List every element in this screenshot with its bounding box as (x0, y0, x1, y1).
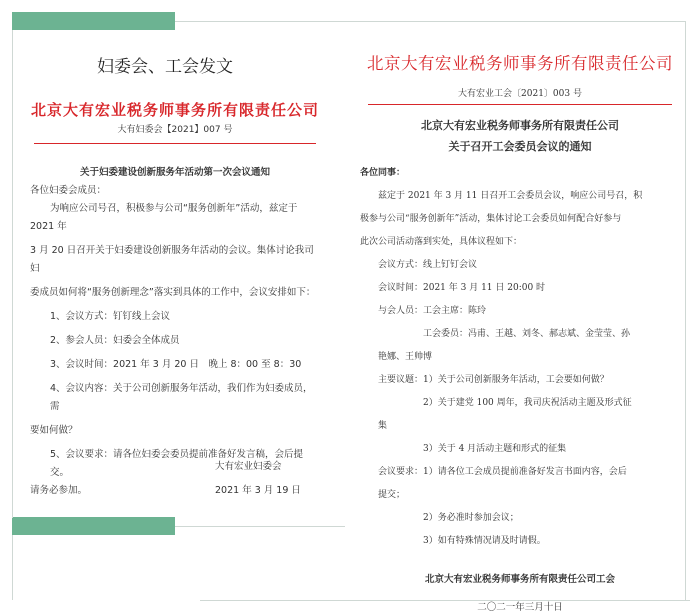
right-line: 极参与公司“服务创新年”活动，集体讨论工会委员如何配合好参与 (360, 214, 622, 224)
right-sign-org: 北京大有宏业税务师事务所有限责任公司工会 (424, 574, 615, 585)
left-item: 请务必参加。 (30, 485, 88, 496)
left-salutation: 各位妇委会成员： (30, 185, 107, 196)
left-sign-org: 大有宏业妇委会 (215, 461, 282, 472)
bottom-divider-line (175, 526, 345, 527)
right-line: 3）如有特殊情况请及时请假。 (360, 536, 546, 546)
left-sign-date: 2021 年 3 月 19 日 (215, 485, 301, 496)
left-intro-line: 为响应公司号召，积极参与公司“服务创新年”活动，兹定于 2021 年 (30, 203, 298, 232)
right-line: 艳娜、王帅博 (360, 352, 433, 362)
left-signature (30, 455, 320, 503)
right-line: 工会委员：冯甫、王越、刘冬、郝志斌、金莹莹、孙 (360, 329, 631, 339)
left-item: 3、会议时间：2021 年 3 月 20 日 晚上 8：00 至 8：30 (50, 359, 302, 370)
right-doc-number: 大有宏业工会〔2021〕003 号 (458, 89, 582, 99)
bottom-green-bar (12, 517, 175, 535)
right-red-rule (368, 104, 672, 105)
left-intro-line: 3 月 20 日召开关于妇委建设创新服务年活动的会议。集体讨论我司妇 (30, 245, 314, 274)
left-item: 5、会议要求：请各位妇委会委员提前准备好发言稿，会后提交。 (50, 449, 304, 478)
top-green-bar (12, 12, 175, 30)
left-intro-line: 委成员如何将“服务创新理念”落实到具体的工作中，会议安排如下： (30, 287, 316, 298)
left-notice-title: 关于妇委建设创新服务年活动第一次会议通知 (79, 167, 270, 178)
right-body (360, 162, 680, 553)
left-document (30, 95, 320, 500)
right-line: 此次公司活动落到实处，具体议程如下： (360, 237, 523, 247)
right-notice-title-line2: 关于召开工会委员会议的通知 (448, 140, 592, 153)
right-line: 主要议题：1）关于公司创新服务年活动，工会要如何做？ (360, 375, 609, 385)
left-border-line-lower (12, 535, 13, 600)
left-caption: 妇委会、工会发文 (97, 57, 233, 77)
left-doc-number: 大有妇委会【2021】007 号 (117, 125, 233, 135)
left-item: 要如何做？ (30, 425, 78, 436)
right-line: 兹定于 2021 年 3 月 11 日召开工会委员会议，响应公司号召，积 (360, 191, 643, 201)
right-line: 会议时间：2021 年 3 月 11 日 20:00 时 (360, 283, 546, 293)
right-salutation: 各位同事： (360, 168, 406, 178)
right-line: 与会人员：工会主席：陈玲 (360, 306, 487, 316)
right-line: 2）务必准时参加会议； (360, 513, 519, 523)
right-line: 提交； (360, 490, 406, 500)
right-notice-title (360, 115, 680, 157)
right-line: 集 (360, 421, 388, 431)
left-red-rule (34, 143, 316, 144)
left-item: 1、会议方式：钉钉线上会议 (50, 311, 171, 322)
left-item: 2、参会人员：妇委会全体成员 (50, 335, 180, 346)
left-item: 4、会议内容：关于公司创新服务年活动，我们作为妇委成员，需 (50, 383, 313, 412)
right-line: 3）关于 4 月活动主题和形式的征集 (360, 444, 567, 454)
left-border-line (12, 30, 13, 518)
top-divider-line (175, 21, 685, 22)
right-notice-title-line1: 北京大有宏业税务师事务所有限责任公司 (421, 119, 619, 132)
right-org-title: 北京大有宏业税务师事务所有限责任公司 (367, 54, 673, 73)
left-org-title: 北京大有宏业税务师事务所有限责任公司 (30, 101, 319, 119)
right-line: 2）关于建党 100 周年，我司庆祝活动主题及形式征 (360, 398, 632, 408)
right-sign-date: 二〇二一年三月十日 (477, 602, 563, 613)
right-document (360, 50, 680, 613)
right-line: 会议要求：1）请各位工会成员提前准备好发言书面内容，会后 (360, 467, 627, 477)
right-line: 会议方式：线上钉钉会议 (360, 260, 478, 270)
right-border-line (685, 21, 686, 600)
